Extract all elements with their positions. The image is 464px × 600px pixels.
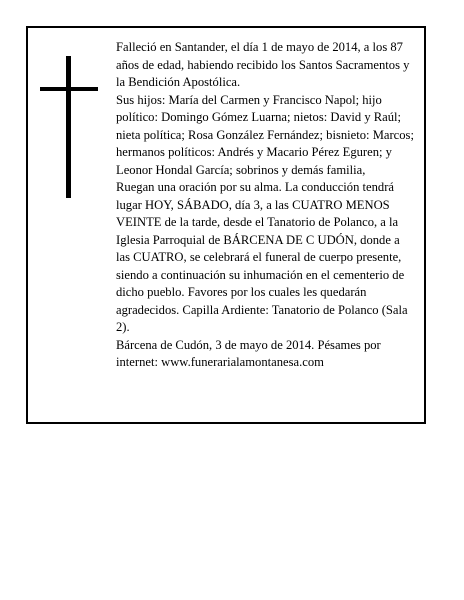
- obituary-notice: [26, 26, 426, 424]
- cross-vertical-bar: [66, 56, 71, 198]
- cross-horizontal-bar: [40, 87, 98, 91]
- notice-paragraph-ceremony: Ruegan una oración por su alma. La conducción tendrá lugar HOY, SÁBADO, día 3, a las CUATRO MENOS VEINTE de la tarde, desde el Tanatorio de Polanco, a la Iglesia Parroquial de BÁRCENA DE C UDÓN, donde a las CUATRO, se celebrará el funeral de cuerpo presente, siendo a continuación su inhumación en el cementerio de dicho pueblo. Favores por los cuales les quedarán agradecidos. Capilla Ardiente: Tanatorio de Polanco (Sala 2).: [116, 180, 408, 334]
- notice-paragraph-family: Sus hijos: María del Carmen y Francisco Napol; hijo político: Domingo Gómez Luarna; nietos: David y Raúl; nieta política; Rosa González Fernández; bisnieto: Marcos; hermanos políticos: Andrés y Macario Pérez Eguren; y Leonor Hondal García; sobrinos y demás familia,: [116, 92, 414, 177]
- notice-text: [116, 39, 416, 372]
- notice-paragraph-date: Bárcena de Cudón, 3 de mayo de 2014. Pésames por internet: www.funerarialamontanesa.com: [116, 337, 381, 369]
- notice-paragraph-death: Falleció en Santander, el día 1 de mayo de 2014, a los 87 años de edad, habiendo recibido los Santos Sacramentos y la Bendición Apostólica.: [116, 40, 410, 89]
